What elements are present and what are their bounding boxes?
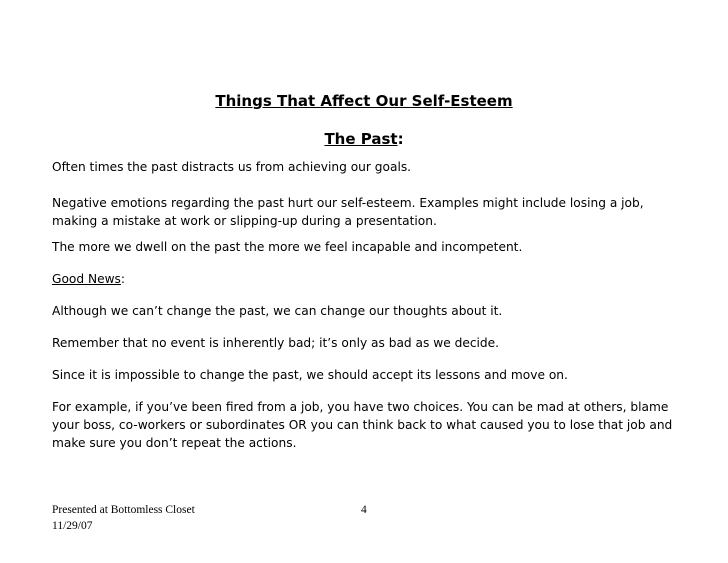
section-heading-text: The Past bbox=[324, 130, 398, 148]
paragraph-dwell: The more we dwell on the past the more we feel incapable and incompetent. bbox=[52, 240, 523, 254]
footer-presenter: Presented at Bottomless Closet bbox=[52, 504, 195, 516]
paragraph-change-thoughts: Although we can’t change the past, we can change our thoughts about it. bbox=[52, 304, 503, 318]
section-heading-colon: : bbox=[397, 130, 404, 148]
page-title-text: Things That Affect Our Self-Esteem bbox=[215, 92, 513, 110]
footer-date: 11/29/07 bbox=[52, 520, 93, 532]
section-heading bbox=[0, 129, 728, 149]
paragraph-distraction: Often times the past distracts us from achieving our goals. bbox=[52, 160, 412, 174]
good-news-colon: : bbox=[120, 272, 126, 286]
footer-page-number: 4 bbox=[361, 504, 367, 516]
good-news-heading bbox=[52, 270, 676, 288]
good-news-label: Good News bbox=[52, 272, 121, 286]
paragraph-example: For example, if you’ve been fired from a job, you have two choices. You can be mad at others, blame your boss, co-workers or subordinates OR you can think back to what caused you to lose that job and make sure you don’t repeat the actions. bbox=[52, 400, 673, 450]
paragraph-accept-lessons: Since it is impossible to change the past, we should accept its lessons and move on. bbox=[52, 368, 568, 382]
paragraph-negative-emotions: Negative emotions regarding the past hurt our self-esteem. Examples might include losing a job, making a mistake at work or slipping-up during a presentation. bbox=[52, 196, 644, 228]
page-title bbox=[0, 91, 728, 111]
paragraph-no-event-bad: Remember that no event is inherently bad; it’s only as bad as we decide. bbox=[52, 336, 500, 350]
